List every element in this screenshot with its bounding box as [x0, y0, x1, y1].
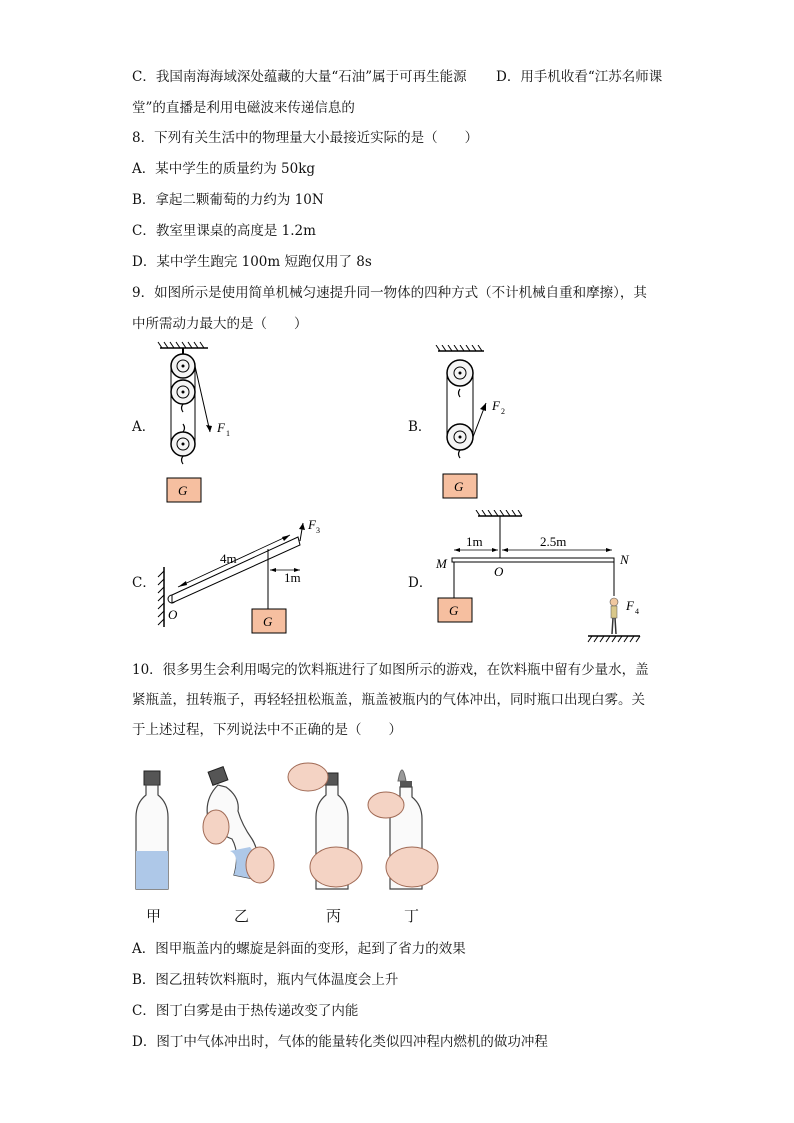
- bottle-ding-icon: [368, 770, 438, 889]
- svg-text:G: G: [454, 479, 464, 494]
- q10-figure-bottles: [130, 755, 460, 905]
- svg-text:G: G: [449, 603, 459, 618]
- q9-figure-b-pulley-pair: [428, 345, 548, 500]
- q9-option-c-label: C．: [132, 575, 156, 591]
- bottle-yi-icon: [203, 767, 274, 883]
- bottle-jia-icon: [136, 771, 168, 889]
- svg-text:F: F: [626, 598, 634, 613]
- figure-label-bing: 丙: [326, 907, 342, 925]
- q9-figure-c-lever: [150, 515, 320, 640]
- q8-option-a: A．某中学生的质量约为 50kg: [132, 161, 316, 177]
- q7-option-c: C．我国南海海域深处蕴藏的大量“石油”属于可再生能源: [132, 69, 467, 85]
- q8-option-c: C．教室里课桌的高度是 1.2m: [132, 223, 316, 239]
- svg-text:1m: 1m: [466, 534, 483, 549]
- q8-option-d: D．某中学生跑完 100m 短跑仅用了 8s: [132, 254, 372, 270]
- svg-text:3: 3: [316, 526, 320, 535]
- figure-label-yi: 乙: [234, 907, 250, 925]
- svg-text:N: N: [620, 552, 629, 567]
- q10-option-a: A．图甲瓶盖内的螺旋是斜面的变形，起到了省力的效果: [132, 941, 466, 957]
- svg-text:G: G: [178, 483, 188, 498]
- figure-label-ding: 丁: [404, 907, 420, 925]
- svg-text:1m: 1m: [284, 570, 301, 585]
- q9-option-b-label: B．: [408, 419, 432, 435]
- svg-text:F: F: [308, 517, 316, 532]
- svg-text:F: F: [492, 398, 500, 413]
- q9-option-d-label: D．: [408, 575, 433, 591]
- q10-option-c: C．图丁白雾是由于热传递改变了内能: [132, 1003, 359, 1019]
- q8-stem: 8．下列有关生活中的物理量大小最接近实际的是（ ）: [132, 130, 479, 146]
- q9-figure-d-lever: [430, 510, 660, 650]
- q7-option-d-part2: 堂”的直播是利用电磁波来传递信息的: [132, 100, 355, 116]
- svg-text:4m: 4m: [220, 551, 237, 566]
- q8-option-b: B．拿起二颗葡萄的力约为 10N: [132, 192, 324, 208]
- svg-text:G: G: [263, 614, 273, 629]
- svg-text:2: 2: [501, 407, 505, 416]
- q9-stem-line2: 中所需动力最大的是（ ）: [132, 316, 308, 332]
- svg-text:O: O: [168, 607, 178, 622]
- q10-stem-line2: 紧瓶盖，扭转瓶子，再轻轻扭松瓶盖，瓶盖被瓶内的气体冲出，同时瓶口出现白雾。关: [132, 692, 645, 708]
- bottle-bing-icon: [288, 763, 362, 889]
- svg-text:1: 1: [226, 429, 230, 438]
- svg-text:2.5m: 2.5m: [540, 534, 567, 549]
- q7-option-d-part1: D．用手机收看“江苏名师课: [496, 69, 663, 85]
- q10-option-d: D．图丁中气体冲出时，气体的能量转化类似四冲程内燃机的做功冲程: [132, 1034, 548, 1050]
- q10-stem-line3: 于上述过程，下列说法中不正确的是（ ）: [132, 722, 402, 738]
- q9-option-a-label: A．: [132, 419, 156, 435]
- figure-label-jia: 甲: [146, 907, 162, 925]
- q9-stem-line1: 9．如图所示是使用简单机械匀速提升同一物体的四种方式（不计机械自重和摩擦），其: [132, 285, 647, 301]
- svg-text:M: M: [436, 556, 447, 571]
- svg-text:O: O: [494, 564, 504, 579]
- svg-text:4: 4: [635, 607, 639, 616]
- svg-text:F: F: [217, 420, 225, 435]
- q9-figure-a-pulley-block: [150, 340, 270, 505]
- q10-stem-line1: 10．很多男生会利用喝完的饮料瓶进行了如图所示的游戏，在饮料瓶中留有少量水，盖: [132, 662, 649, 678]
- q10-option-b: B．图乙扭转饮料瓶时，瓶内气体温度会上升: [132, 972, 399, 988]
